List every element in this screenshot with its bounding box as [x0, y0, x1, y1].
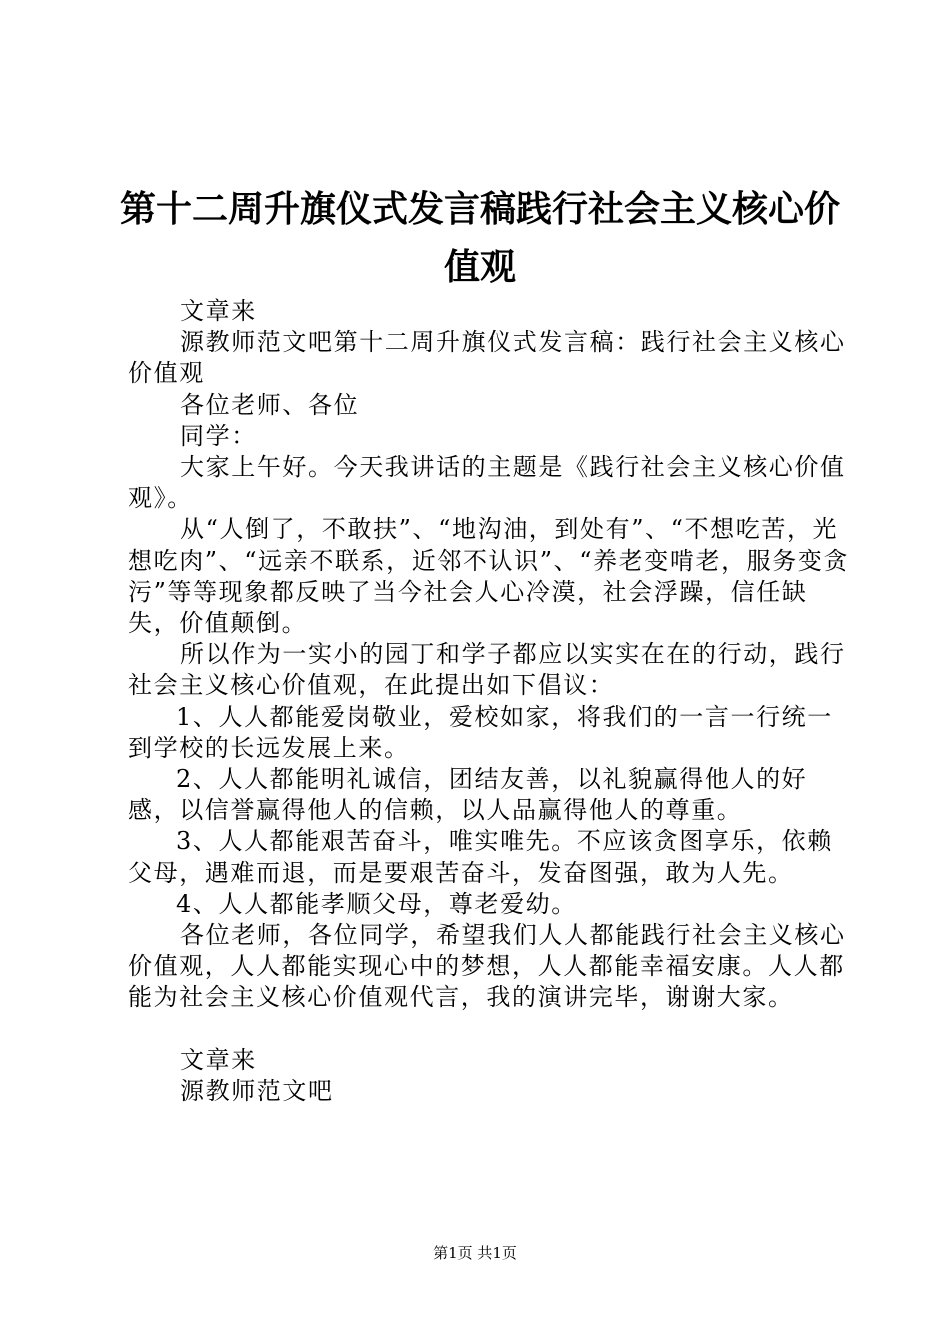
closing-source-2: 源教师范文吧: [180, 1076, 334, 1105]
document-body: [128, 296, 858, 1107]
paragraph-greeting-1: 各位老师、各位: [180, 390, 360, 419]
paragraph-conclusion: 各位老师，各位同学，希望我们人人都能践行社会主义核心价值观，人人都能实现心中的梦想，人人都能幸福安康。人人都能为社会主义核心价值观代言，我的演讲完毕，谢谢大家。: [128, 921, 846, 1012]
page-number-footer: 第1页 共1页: [433, 1244, 517, 1262]
paragraph-source-2: 源教师范文吧第十二周升旗仪式发言稿：践行社会主义核心价值观: [128, 328, 846, 388]
paragraph-intro: 大家上午好。今天我讲话的主题是《践行社会主义核心价值观》。: [128, 453, 846, 513]
paragraph-source-1: 文章来: [180, 297, 257, 325]
paragraph-phenomena: 从“人倒了，不敢扶”、“地沟油，到处有”、“不想吃苦，光想吃肉”、“远亲不联系，近邻不认识”、“养老变啃老，服务变贪污”等等现象都反映了当今社会人心冷漠，社会浮躁，信任缺失，价值颠倒。: [128, 515, 850, 638]
document-title-line-2: 值观: [443, 247, 516, 288]
paragraph-proposal: 所以作为一实小的园丁和学子都应以实实在在的行动，践行社会主义核心价值观，在此提出如下倡议：: [128, 640, 846, 700]
document-title-line-1: 第十二周升旗仪式发言稿践行社会主义核心价: [120, 189, 841, 230]
list-item-1: 1、人人都能爱岗敬业，爱校如家，将我们的一言一行统一到学校的长远发展上来。: [128, 702, 833, 762]
list-item-4: 4、人人都能孝顺父母，尊老爱幼。: [176, 889, 577, 918]
list-item-3: 3、人人都能艰苦奋斗，唯实唯先。不应该贪图享乐，依赖父母，遇难而退，而是要艰苦奋斗，发奋图强，敢为人先。: [128, 827, 833, 887]
paragraph-greeting-2: 同学：: [180, 421, 257, 450]
list-item-2: 2、人人都能明礼诚信，团结友善，以礼貌赢得他人的好感，以信誉赢得他人的信赖，以人品赢得他人的尊重。: [128, 765, 808, 825]
paragraph-spacer: [128, 1014, 858, 1045]
closing-source-1: 文章来: [180, 1045, 257, 1074]
